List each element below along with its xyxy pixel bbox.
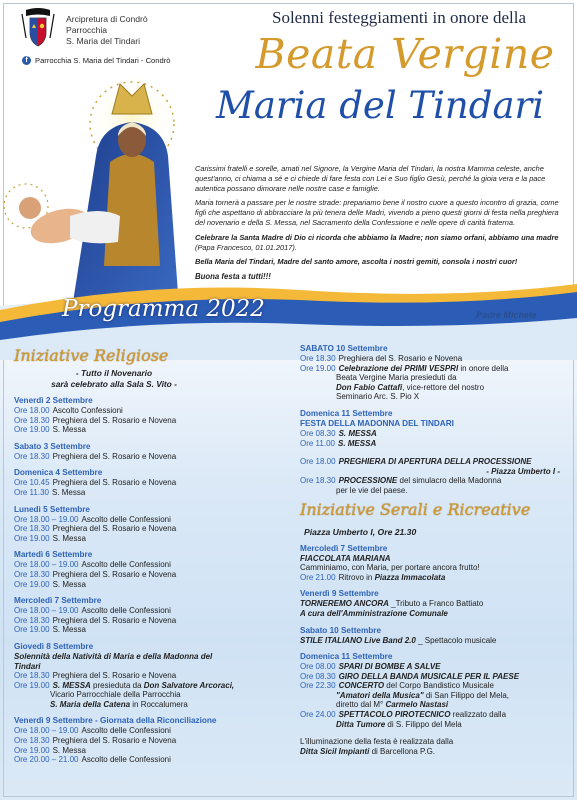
event: Ascolto delle Confessioni xyxy=(81,514,171,524)
event: S. Messa xyxy=(52,533,86,543)
event: S. Messa xyxy=(51,487,86,497)
time: Ore 19.00 xyxy=(14,533,50,543)
event-title: FIACCOLATA MARIANA xyxy=(300,553,391,563)
time: Ore 08.30 xyxy=(300,428,336,438)
event: Ascolto Confessioni xyxy=(52,406,123,415)
schedule-row xyxy=(14,488,289,498)
pastoral-letter xyxy=(195,164,560,287)
day-block xyxy=(300,344,570,402)
event-strong: S. MESSA xyxy=(338,428,377,438)
time: Ore 19.00 xyxy=(300,363,336,373)
schedule-row xyxy=(300,662,570,672)
event-strong: CONCERTO xyxy=(338,681,385,691)
schedule-row xyxy=(14,425,289,435)
event xyxy=(50,681,289,691)
schedule-row xyxy=(300,476,570,486)
event-strong: S. Maria della Catena xyxy=(50,699,131,709)
event: Preghiera del S. Rosario e Novena xyxy=(52,671,177,681)
schedule-row xyxy=(300,364,570,374)
schedule-row xyxy=(14,726,289,736)
novenario-line: - Tutto il Novenario xyxy=(75,368,153,378)
letter-quote xyxy=(195,233,560,253)
event-strong: Celebrazione dei PRIMI VESPRI xyxy=(338,363,459,373)
day-heading: Venerdì 2 Settembre xyxy=(14,396,93,405)
day-heading: Mercoledì 7 Settembre xyxy=(300,543,388,553)
time: Ore 08.00 xyxy=(300,662,336,672)
event-strong: TORNEREMO ANCORA xyxy=(300,599,389,609)
time: Ore 18.30 xyxy=(14,671,50,681)
lighting-credit xyxy=(300,737,570,757)
letter-prayer: Bella Maria del Tindari, Madre del santo amore, ascolta i nostri gemiti, consola i nostri cuor! xyxy=(195,257,518,267)
time: Ore 18.00 – 19.00 xyxy=(14,606,79,616)
event: Preghiera del S. Rosario e Novena xyxy=(52,478,177,488)
day-heading: Sabato 10 Settembre xyxy=(300,625,381,635)
day-block xyxy=(14,642,289,710)
event-line xyxy=(300,563,570,573)
facebook-icon: f xyxy=(22,56,31,65)
event-text: _ Spettacolo musicale xyxy=(415,635,497,645)
event: Preghiera del S. Rosario e Novena xyxy=(52,736,177,746)
schedule-row xyxy=(14,580,289,590)
event-strong: STILE ITALIANO Live Band 2.0 xyxy=(300,635,416,645)
event-strong: Don Salvatore Arcoraci, xyxy=(143,680,235,690)
event: Preghiera del S. Rosario e Novena xyxy=(52,569,177,579)
time: Ore 18.00 – 19.00 xyxy=(14,560,79,570)
title-maria-del-tindari: Maria del Tindari xyxy=(215,84,545,127)
solemnity-note: Solennità della Natività di Maria e della Madonna del Tindari xyxy=(14,651,213,671)
schedule-row xyxy=(14,560,289,570)
schedule-row xyxy=(14,671,289,681)
event xyxy=(336,364,570,374)
religious-title: Iniziative Religiose xyxy=(14,346,169,365)
festival-program xyxy=(300,344,570,757)
schedule-row xyxy=(300,573,570,583)
event-strong: SPARI DI BOMBE A SALVE xyxy=(338,662,441,672)
event: Preghiera del S. Rosario e Novena xyxy=(52,451,177,461)
schedule-row xyxy=(14,570,289,580)
quote-text: Celebrare la Santa Madre di Dio ci ricorda che abbiamo la Madre; non siamo orfani, abbiamo una madre xyxy=(195,232,559,242)
event: Preghiera del S. Rosario e Novena xyxy=(338,354,463,363)
event-text: di San Filippo del Mela, xyxy=(423,690,509,700)
event-strong: Carmelo Nastasi xyxy=(385,700,449,710)
time: Ore 21.00 xyxy=(300,572,336,582)
time: Ore 18.00 xyxy=(14,406,50,415)
time: Ore 18.30 xyxy=(14,524,50,534)
schedule-row xyxy=(14,606,289,616)
event-continued xyxy=(300,383,570,393)
schedule-row xyxy=(300,710,570,720)
time: Ore 08.30 xyxy=(300,671,336,681)
letter-signature: Padre Michele xyxy=(476,310,537,320)
event-text: _Tributo a Franco Battiato xyxy=(388,599,484,609)
schedule-row xyxy=(14,416,289,426)
time: Ore 10.45 xyxy=(14,478,50,488)
schedule-row xyxy=(300,457,570,467)
event-strong: Don Fabio Cattafi xyxy=(336,382,403,392)
event xyxy=(336,681,570,691)
event xyxy=(335,439,570,449)
event-continued xyxy=(14,700,289,710)
day-block xyxy=(300,544,570,583)
event-text: realizzato dalla xyxy=(450,710,507,720)
day-block xyxy=(14,505,289,544)
event-text: di S. Filippo del Mela xyxy=(385,719,462,729)
event-continued xyxy=(300,700,570,710)
time: Ore 19.00 xyxy=(14,425,50,435)
religious-program xyxy=(14,346,289,765)
event-organizer: A cura dell'Amministrazione Comunale xyxy=(300,608,448,618)
programma-heading: Programma 2022 xyxy=(62,296,265,322)
event: Ascolto delle Confessioni xyxy=(81,560,171,570)
credit-line xyxy=(300,747,570,757)
event-text: del simulacro della Madonna xyxy=(397,476,502,486)
schedule-row xyxy=(300,354,570,364)
event-strong: PREGHIERA DI APERTURA DELLA PROCESSIONE xyxy=(338,457,532,467)
event: S. Messa xyxy=(52,579,86,589)
day-block xyxy=(300,409,570,496)
day-heading: Giovedì 8 Settembre xyxy=(14,641,94,651)
event-text: diretto dal M° xyxy=(336,700,386,710)
time: Ore 18.30 xyxy=(300,476,336,486)
event-strong: PROCESSIONE xyxy=(338,476,398,486)
schedule-row xyxy=(14,452,289,462)
schedule-row xyxy=(300,429,570,439)
day-block xyxy=(300,626,570,646)
novenario-line: sarà celebrato alla Sala S. Vito - xyxy=(51,378,177,389)
event-text: Ritrovo in xyxy=(338,572,375,582)
letter-greeting: Buona festa a tutti!!! xyxy=(195,272,271,282)
day-block xyxy=(14,468,289,497)
event xyxy=(336,662,570,672)
time: Ore 24.00 xyxy=(300,710,336,720)
time: Ore 19.00 xyxy=(14,625,50,635)
schedule-row xyxy=(14,755,289,765)
time: Ore 18.00 – 19.00 xyxy=(14,514,79,524)
event-continued: Vicario Parrocchiale della Parrocchia xyxy=(50,690,181,700)
event: Ascolto delle Confessioni xyxy=(81,606,171,616)
time: Ore 18.30 xyxy=(300,354,336,363)
schedule-row xyxy=(300,672,570,682)
time: Ore 11.00 xyxy=(300,438,335,448)
event-text: in Roccalumera xyxy=(130,699,188,709)
quote-source: (Papa Francesco, 01.01.2017). xyxy=(195,242,297,252)
schedule-row xyxy=(14,681,289,691)
event-text: del Corpo Bandistico Musicale xyxy=(384,681,494,691)
time: Ore 19.00 xyxy=(14,745,50,755)
evening-location: Piazza Umberto I, Ore 21.30 xyxy=(304,526,417,537)
day-heading: Martedì 6 Settembre xyxy=(14,550,93,560)
schedule-row xyxy=(14,406,289,416)
schedule-row xyxy=(14,736,289,746)
event-title xyxy=(300,599,570,609)
time: Ore 18.30 xyxy=(14,736,50,746)
facebook-page xyxy=(22,56,170,65)
feast-heading: FESTA DELLA MADONNA DEL TINDARI xyxy=(300,418,454,428)
time: Ore 18.30 xyxy=(14,415,50,425)
event-text: presieduta da xyxy=(90,680,144,690)
day-block xyxy=(14,396,289,435)
event xyxy=(336,476,570,486)
event: S. Messa xyxy=(52,425,86,435)
day-heading: Domenica 11 Settembre xyxy=(300,408,393,418)
event xyxy=(336,429,570,439)
event: Preghiera del S. Rosario e Novena xyxy=(52,615,177,625)
event-continued xyxy=(300,691,570,701)
event-strong: Piazza Immacolata xyxy=(374,572,446,582)
day-block xyxy=(14,596,289,635)
headline-intro: Solenni festeggiamenti in onore della xyxy=(272,8,526,27)
event-strong: GIRO DELLA BANDA MUSICALE PER IL PAESE xyxy=(338,671,520,681)
coat-of-arms-icon xyxy=(20,8,56,50)
schedule-row xyxy=(300,681,570,691)
schedule-row xyxy=(14,524,289,534)
event-strong: SPETTACOLO PIROTECNICO xyxy=(338,710,451,720)
event-text: , vice-rettore del nostro xyxy=(402,382,485,392)
day-block xyxy=(14,716,289,764)
event: S. Messa xyxy=(52,625,86,635)
day-heading: Venerdì 9 Settembre - Giornata della Riconciliazione xyxy=(14,716,217,726)
day-heading: Domenica 11 Settembre xyxy=(300,652,393,662)
day-block xyxy=(300,652,570,729)
schedule-row xyxy=(14,478,289,488)
credit-line: L'illuminazione della festa è realizzata dalla xyxy=(300,737,454,747)
credit-text: di Barcellona P.G. xyxy=(369,747,436,757)
time: Ore 22.30 xyxy=(300,681,336,691)
event: S. Messa xyxy=(52,745,86,755)
day-heading: SABATO 10 Settembre xyxy=(300,344,388,353)
day-block xyxy=(14,550,289,589)
day-heading: Lunedì 5 Settembre xyxy=(14,504,90,514)
event: Ascolto delle Confessioni xyxy=(81,755,171,765)
event: Ascolto delle Confessioni xyxy=(81,726,171,736)
time: Ore 18.30 xyxy=(14,451,50,461)
time: Ore 18.30 xyxy=(14,615,50,625)
event-text: in onore della xyxy=(458,363,509,373)
evening-title: Iniziative Serali e Ricreative xyxy=(300,499,531,519)
event: Preghiera del S. Rosario e Novena xyxy=(52,524,177,534)
day-heading: Venerdì 9 Settembre xyxy=(300,589,379,599)
event-strong: "Amatori della Musica" xyxy=(336,690,424,700)
facebook-label: Parrocchia S. Maria del Tindari - Condrò xyxy=(35,56,171,65)
event xyxy=(336,457,570,467)
event-text: Camminiamo, con Maria, per portare ancora frutto! xyxy=(300,563,480,573)
day-heading: Sabato 3 Settembre xyxy=(14,441,91,451)
credit-company: Ditta Sicil Impianti xyxy=(300,747,370,757)
parish-line: Parrocchia xyxy=(66,25,108,35)
event xyxy=(336,710,570,720)
day-block xyxy=(300,589,570,618)
time: Ore 18.00 – 19.00 xyxy=(14,726,79,736)
event-strong: S. MESSA xyxy=(337,438,377,448)
schedule-row xyxy=(14,625,289,635)
event-continued: Beata Vergine Maria presieduti da xyxy=(336,373,457,383)
event-title xyxy=(300,636,570,646)
schedule-row xyxy=(14,534,289,544)
event-strong: S. MESSA xyxy=(52,680,91,690)
event-continued xyxy=(300,720,570,730)
event: Preghiera del S. Rosario e Novena xyxy=(52,415,177,425)
schedule-row xyxy=(300,439,570,449)
schedule-row xyxy=(14,515,289,525)
day-heading: Domenica 4 Settembre xyxy=(14,468,103,478)
day-heading: Mercoledì 7 Settembre xyxy=(14,596,102,606)
time: Ore 20.00 – 21.00 xyxy=(14,755,79,765)
novenario-note xyxy=(14,368,214,389)
letter-paragraph: Carissimi fratelli e sorelle, amati nel Signore, la Vergine Maria del Tindari, la nostra Mamma celeste, anche quest'anno, ci chiama a sé e ci chiede di fare festa con Lei e Suo figlio Gesù, perché la gioia vera e la pace autentica possano dimorare nelle nostre case e famiglie. xyxy=(195,164,546,193)
event xyxy=(336,672,570,682)
event-place: - Piazza Umberto I - xyxy=(486,466,560,476)
title-beata-vergine: Beata Vergine xyxy=(255,30,555,78)
time: Ore 18.00 xyxy=(300,457,336,467)
event-strong: Ditta Tumore xyxy=(336,719,386,729)
time: Ore 11.30 xyxy=(14,487,49,497)
parish-line: S. Maria del Tindari xyxy=(66,36,141,46)
time: Ore 19.00 xyxy=(14,579,50,589)
schedule-row xyxy=(14,616,289,626)
event-continued: Seminario Arc. S. Pio X xyxy=(336,392,420,402)
letter-paragraph: Maria tornerà a passare per le nostre strade: prepariamo bene il nostro cuore a questo incontro di grazia, come figli che aspettano di abbracciare la più tenera delle Madri, vivendo a pieno questi giorni di festa nella preghiera del novenario e della S. Messa, nel Sacramento della Confessione e nelle opere di carità fraterna. xyxy=(195,198,559,227)
time: Ore 19.00 xyxy=(14,680,50,690)
parish-name xyxy=(66,14,148,47)
event-continued: per le vie del paese. xyxy=(336,485,408,495)
time: Ore 18.30 xyxy=(14,569,50,579)
day-block xyxy=(14,442,289,462)
event xyxy=(336,573,570,583)
schedule-row xyxy=(14,746,289,756)
parish-line: Arcipretura di Condrò xyxy=(66,14,148,24)
